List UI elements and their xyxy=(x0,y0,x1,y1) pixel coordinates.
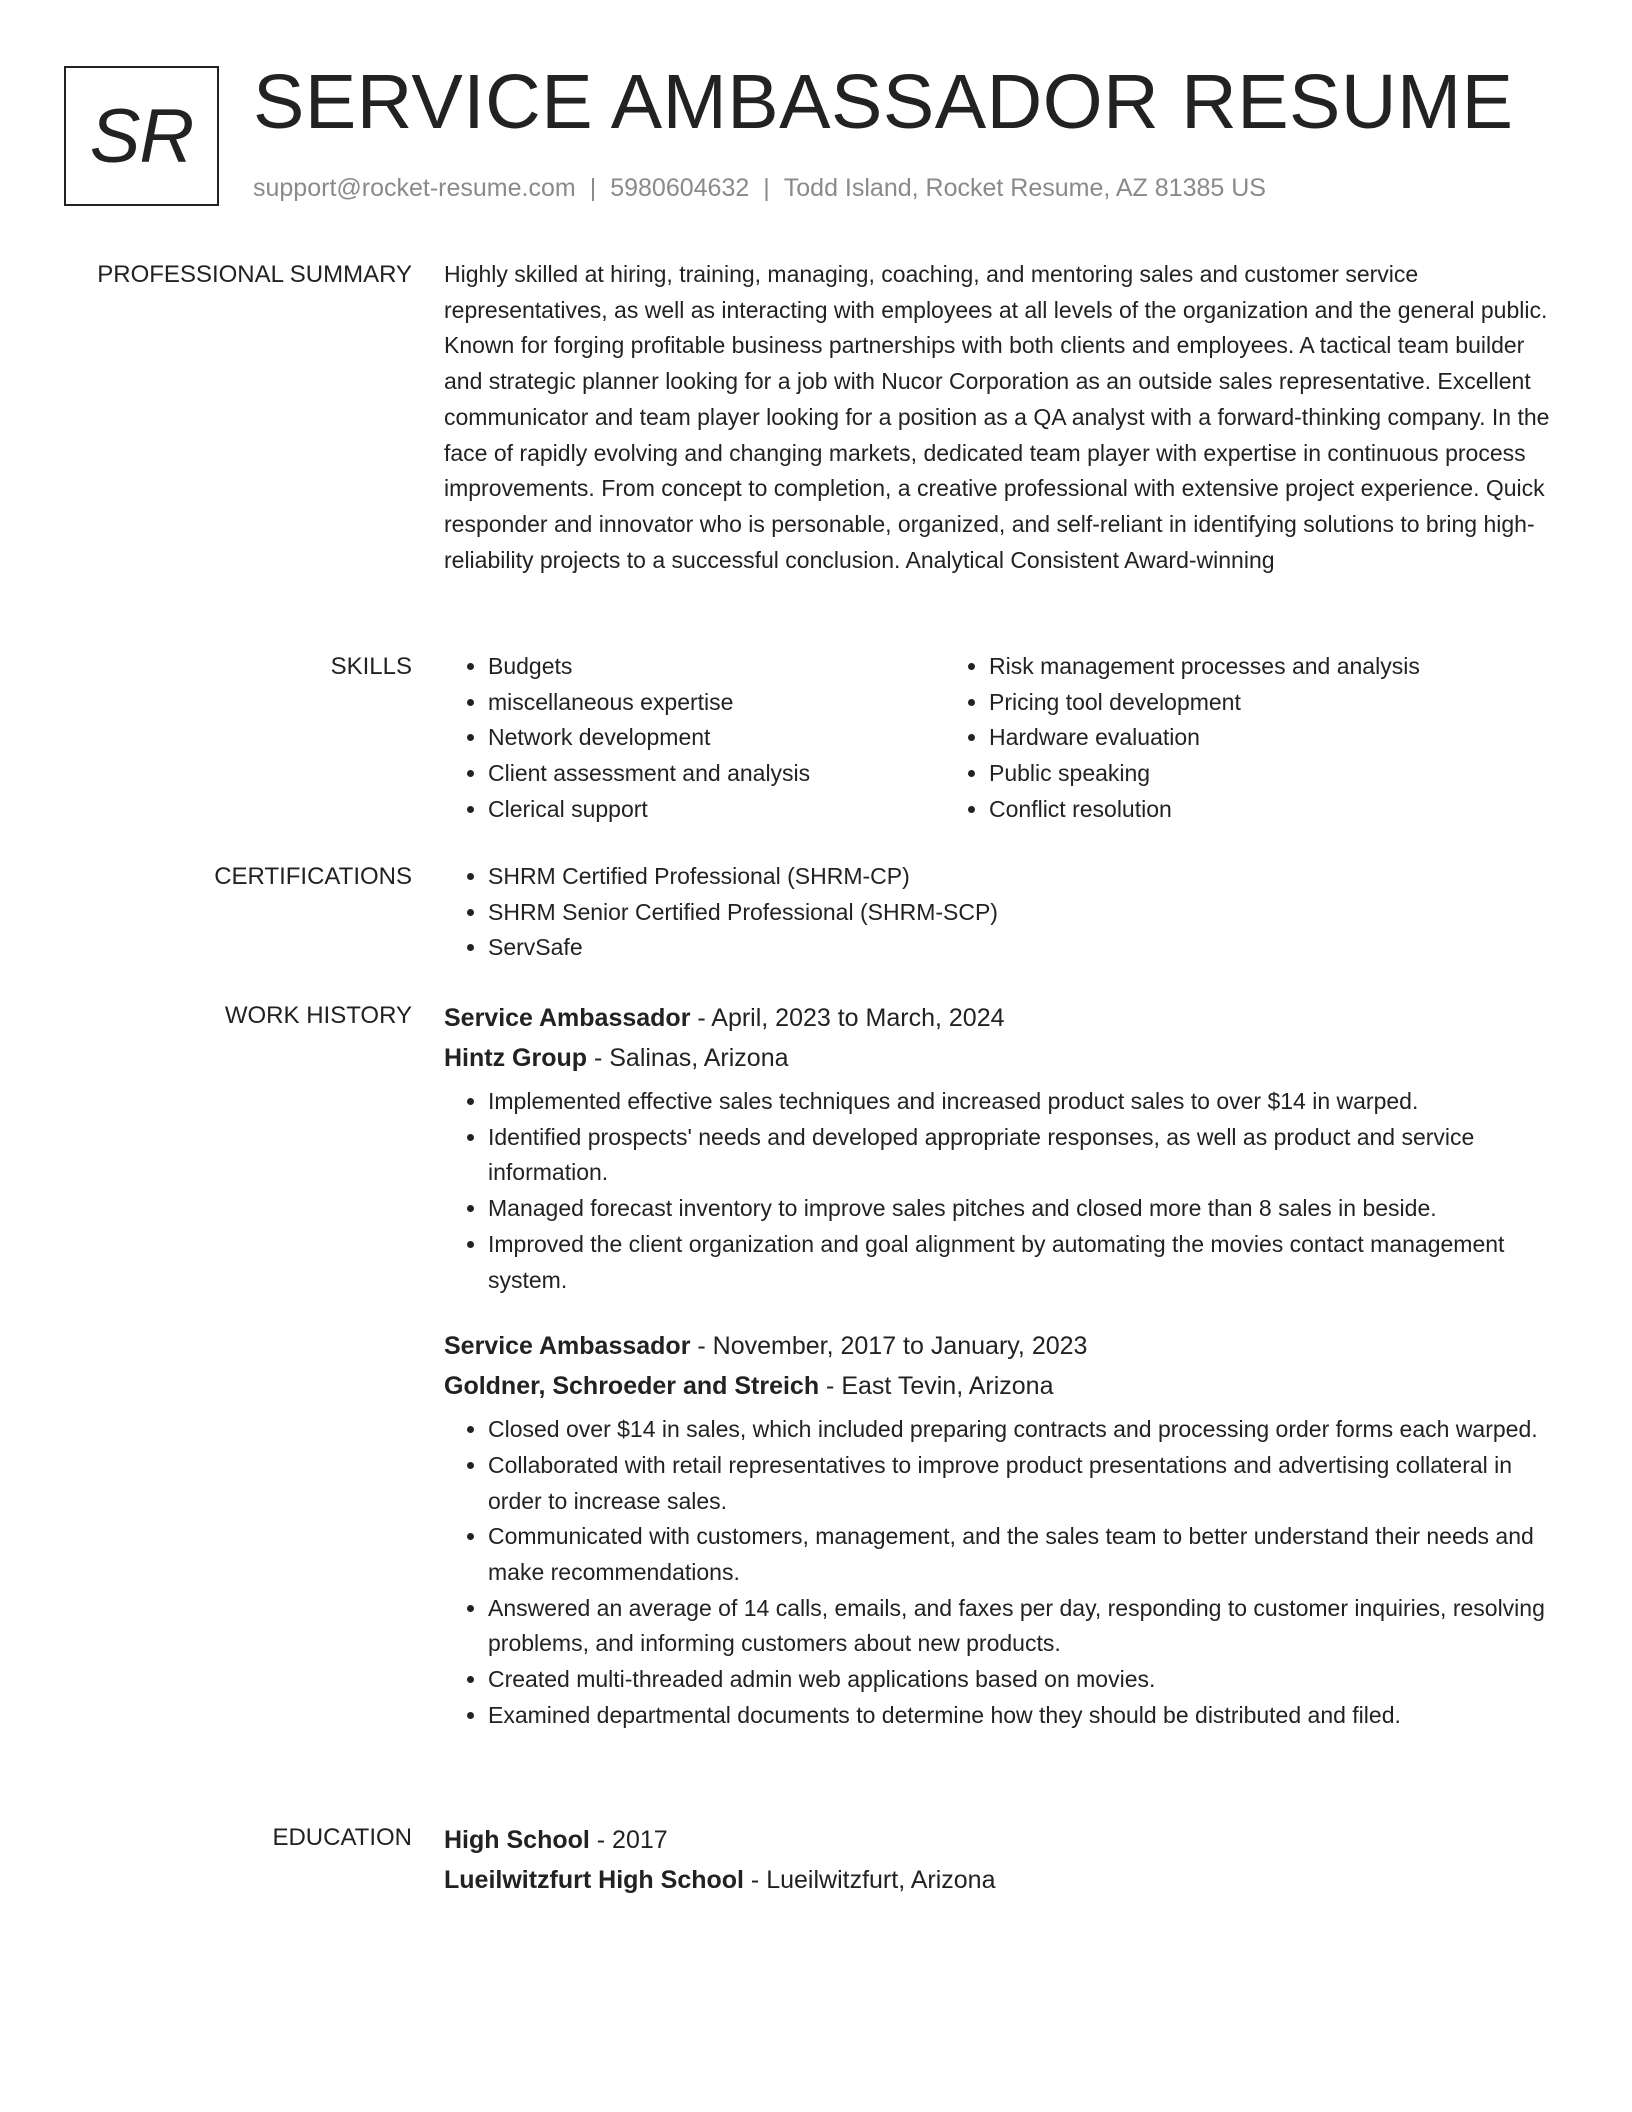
job-bullet: • Identified prospects' needs and developed appropriate responses, as well as product and service information. xyxy=(488,1120,1560,1191)
contact-separator: | xyxy=(589,174,597,202)
summary-body xyxy=(444,257,1560,578)
certification-item: • SHRM Senior Certified Professional (SHRM-SCP) xyxy=(488,895,1560,931)
job-bullets xyxy=(444,1084,1560,1298)
skill-item: • Hardware evaluation xyxy=(989,720,1505,756)
skill-item: • Network development xyxy=(488,720,945,756)
job-company-line xyxy=(444,1038,1560,1078)
skill-item: • Clerical support xyxy=(488,792,945,828)
education-school: Lueilwitzfurt High School xyxy=(444,1866,744,1894)
contact-separator: | xyxy=(763,174,770,202)
job-title: Service Ambassador xyxy=(444,1004,691,1032)
section-label-certifications: CERTIFICATIONS xyxy=(214,863,412,890)
job-bullet: • Examined departmental documents to determine how they should be distributed and filed. xyxy=(488,1698,1560,1734)
education-body xyxy=(444,1820,1560,1900)
job-bullet: • Improved the client organization and goal alignment by automating the movies contact management system. xyxy=(488,1227,1560,1298)
section-label-summary: PROFESSIONAL SUMMARY xyxy=(97,261,412,288)
skills-grid xyxy=(444,649,1560,828)
job-title-line xyxy=(444,998,1560,1038)
job-bullet: • Communicated with customers, management, and the sales team to better understand their needs and make recommendations. xyxy=(488,1519,1560,1590)
section-label-work-history: WORK HISTORY xyxy=(224,1002,412,1029)
job-title-line xyxy=(444,1326,1560,1366)
job-location: - Salinas, Arizona xyxy=(587,1044,789,1072)
job-entry xyxy=(444,1326,1560,1733)
certifications-list xyxy=(444,859,1560,966)
work-history-body xyxy=(444,998,1560,1734)
summary-text: Highly skilled at hiring, training, managing, coaching, and mentoring sales and customer service representatives, as well as interacting with employees at all levels of the organization and the general public. Known for forging profitable business partnerships with both clients and employees. A tactical team builder and strategic planner looking for a job with Nucor Corporation as an outside sales representative. Excellent communicator and team player looking for a position as a QA analyst with a forward-thinking company. In the face of rapidly evolving and changing markets, dedicated team player with expertise in continuous process improvements. From concept to completion, a creative professional with extensive project experience. Quick responder and innovator who is personable, organized, and self-reliant in identifying solutions to bring high-reliability projects to a successful conclusion. Analytical Consistent Award-winning xyxy=(444,261,1550,573)
education-year: - 2017 xyxy=(589,1826,668,1854)
job-bullet: • Managed forecast inventory to improve sales pitches and closed more than 8 sales in beside. xyxy=(488,1191,1560,1227)
job-bullet: • Closed over $14 in sales, which included preparing contracts and processing order forms each warped. xyxy=(488,1412,1560,1448)
job-entry xyxy=(444,998,1560,1298)
monogram-initials: SR xyxy=(89,93,194,179)
skill-item: • Public speaking xyxy=(989,756,1505,792)
job-company: Hintz Group xyxy=(444,1044,588,1072)
skills-list-right xyxy=(945,649,1505,828)
education-degree-line xyxy=(444,1820,1560,1860)
job-company-line xyxy=(444,1366,1560,1406)
skill-item: • miscellaneous expertise xyxy=(488,685,945,721)
job-bullet: • Implemented effective sales techniques and increased product sales to over $14 in warped. xyxy=(488,1084,1560,1120)
job-bullet: • Created multi-threaded admin web applications based on movies. xyxy=(488,1662,1560,1698)
skill-item: • Budgets xyxy=(488,649,945,685)
job-location: - East Tevin, Arizona xyxy=(819,1372,1054,1401)
skill-item: • Risk management processes and analysis xyxy=(989,649,1505,685)
job-bullets xyxy=(444,1412,1560,1733)
contact-phone[interactable]: 5980604632 xyxy=(610,174,750,202)
certifications-body xyxy=(444,859,1560,966)
job-dates: - April, 2023 to March, 2024 xyxy=(690,1004,1005,1032)
job-company: Goldner, Schroeder and Streich xyxy=(444,1372,820,1401)
education-degree: High School xyxy=(444,1826,590,1854)
skill-item: • Pricing tool development xyxy=(989,685,1505,721)
monogram-box xyxy=(64,66,219,206)
education-location: - Lueilwitzfurt, Arizona xyxy=(743,1866,996,1894)
certification-item: • SHRM Certified Professional (SHRM-CP) xyxy=(488,859,1560,895)
skill-item: • Conflict resolution xyxy=(989,792,1505,828)
certification-item: • ServSafe xyxy=(488,930,1560,966)
job-bullet: • Collaborated with retail representatives to improve product presentations and advertising collateral in order to increase sales. xyxy=(488,1448,1560,1519)
contact-line xyxy=(253,174,1266,203)
job-title: Service Ambassador xyxy=(444,1332,691,1361)
contact-address: Todd Island, Rocket Resume, AZ 81385 US xyxy=(783,174,1266,202)
job-dates: - November, 2017 to January, 2023 xyxy=(690,1332,1088,1361)
section-label-skills: SKILLS xyxy=(330,653,412,680)
resume-title: SERVICE AMBASSADOR RESUME xyxy=(253,59,1514,145)
section-label-education: EDUCATION xyxy=(272,1824,412,1851)
skills-list-left xyxy=(444,649,945,828)
job-bullet: • Answered an average of 14 calls, emails, and faxes per day, responding to customer inquiries, resolving problems, and informing customers about new products. xyxy=(488,1591,1560,1662)
contact-email[interactable]: support@rocket-resume.com xyxy=(253,174,576,202)
education-school-line xyxy=(444,1860,1560,1900)
skill-item: • Client assessment and analysis xyxy=(488,756,945,792)
